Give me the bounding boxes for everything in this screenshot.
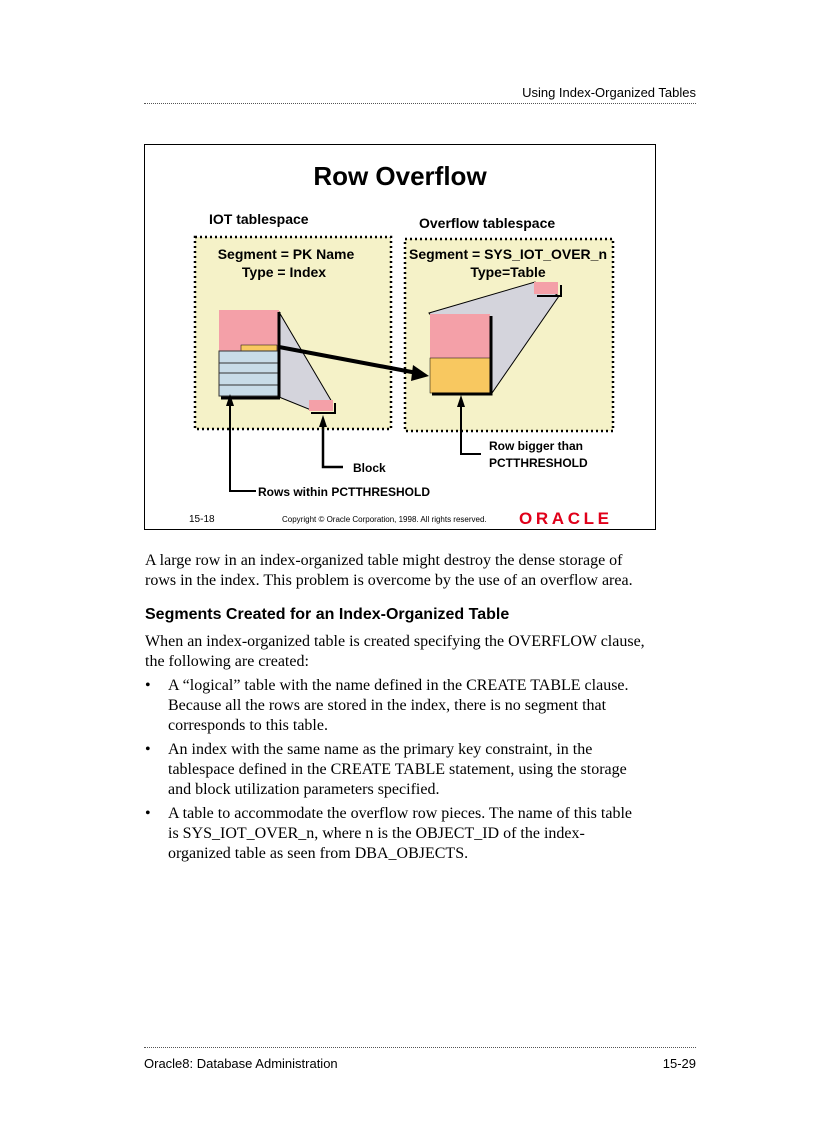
section-intro: When an index-organized table is created specifying the OVERFLOW clause, the following are created: [145,633,645,670]
section-heading: Segments Created for an Index-Organized Table [145,606,510,623]
list-item: • A “logical” table with the name defined in the CREATE TABLE clause. Because all the rows are stored in the index, there is no segment that corresponds to this table. [145,676,635,736]
copyright: Copyright © Oracle Corporation, 1998. All rights reserved. [282,515,487,524]
block-callout: Block [353,461,386,475]
slide-number: 15-18 [189,514,215,525]
overflow-tablespace-label: Overflow tablespace [419,215,556,231]
row-piece [241,345,277,351]
overflow-row [430,358,490,393]
list-item: • An index with the same name as the primary key constraint, in the tablespace defined in the CREATE TABLE statement, using the storage and block utilization parameters specified. [145,740,635,800]
slide-figure [144,144,656,530]
running-header: Using Index-Organized Tables [522,85,696,100]
header-rule [144,103,696,104]
iot-tablespace-label: IOT tablespace [209,211,309,227]
slide-title: Row Overflow [313,161,487,191]
rows-within-callout: Rows within PCTTHRESHOLD [258,485,430,499]
row-bigger-callout-2: PCTTHRESHOLD [489,456,588,470]
footer-page-number: 15-29 [662,1056,696,1071]
footer-book-title: Oracle8: Database Administration [144,1056,338,1071]
overflow-block-header [430,314,490,358]
list-item: • A table to accommodate the overflow row pieces. The name of this table is SYS_IOT_OVER_n, where n is the OBJECT_ID of the index-organized table as seen from DBA_OBJECTS. [145,804,635,864]
small-block [309,400,333,411]
ovf-segment-text: Segment = SYS_IOT_OVER_n [408,246,608,262]
oracle-logo: ORACLE [519,509,609,528]
intro-paragraph: A large row in an index-organized table might destroy the dense storage of rows in the index. This problem is overcome by the use of an overflow area. [145,552,633,589]
row-bigger-callout-1: Row bigger than [489,439,583,453]
iot-type-text: Type = Index [241,264,327,280]
footer-rule [144,1047,696,1048]
bullet-list [145,676,635,868]
row-overflow-diagram [145,145,655,529]
iot-segment-text: Segment = PK Name [217,246,355,262]
overflow-small-block [534,282,558,294]
ovf-type-text: Type=Table [470,264,546,280]
